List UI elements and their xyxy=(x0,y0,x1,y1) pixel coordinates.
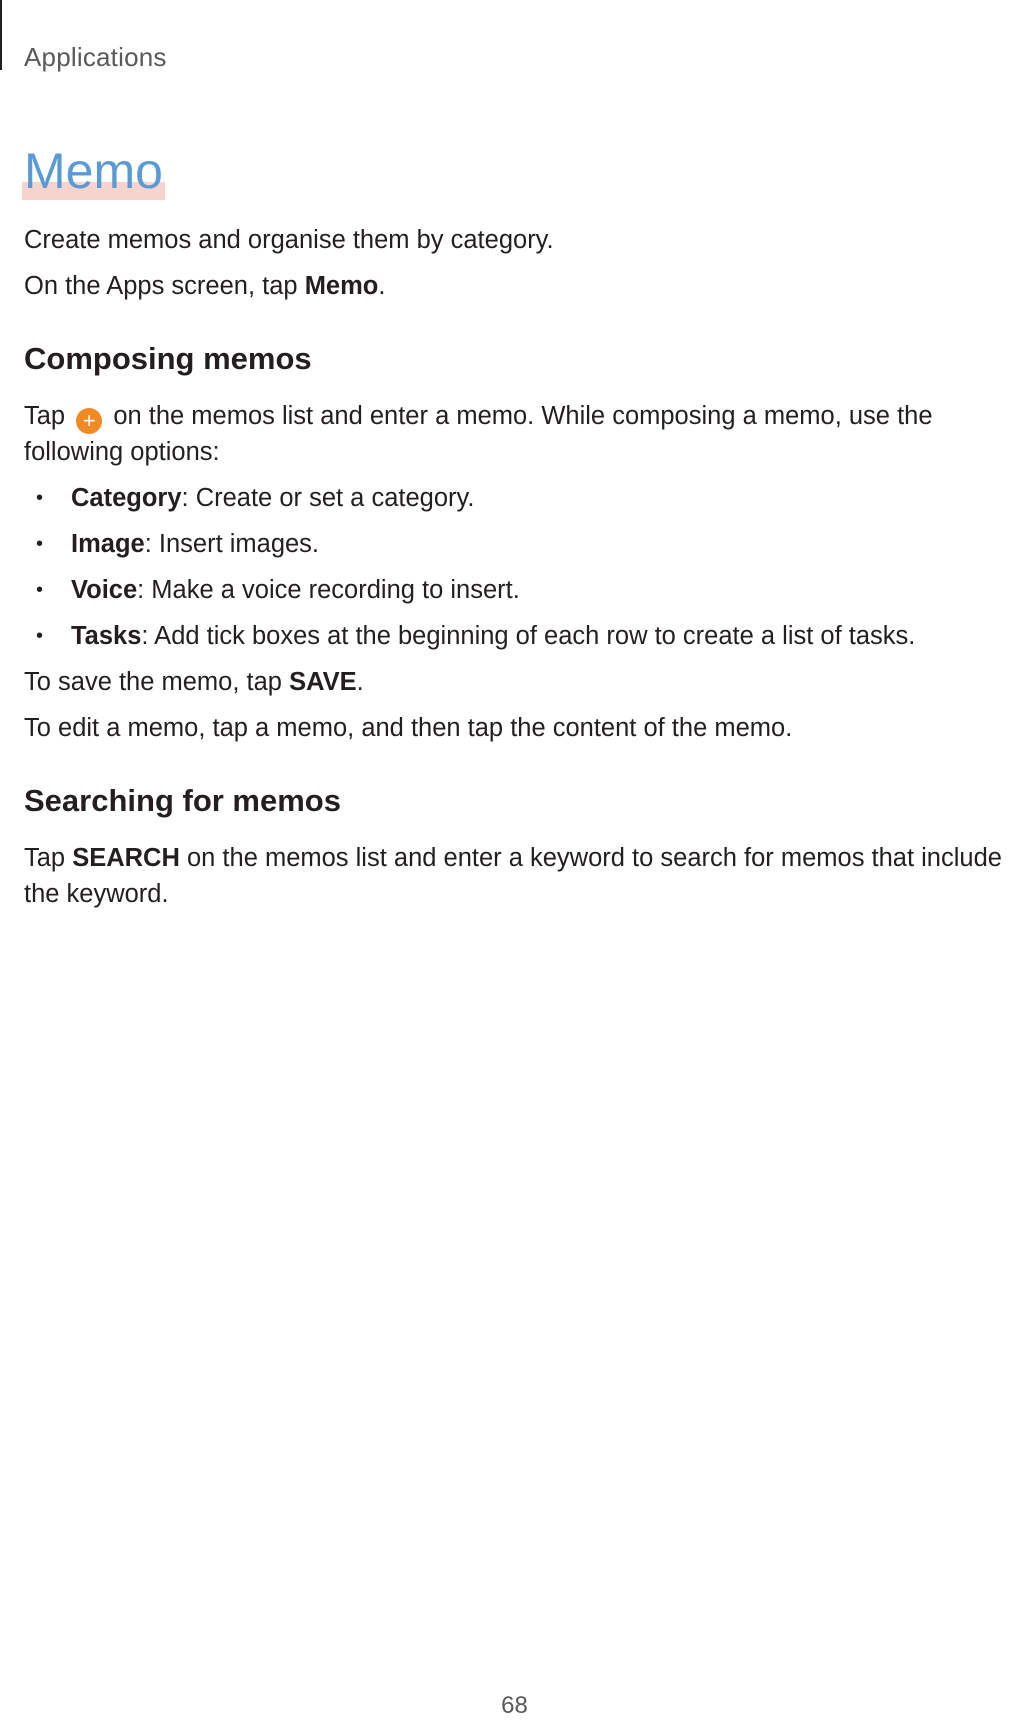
list-item xyxy=(24,480,1014,516)
intro-open-prefix: On the Apps screen, tap xyxy=(24,272,305,300)
bullet-icon: • xyxy=(36,533,44,555)
composing-options-list xyxy=(24,480,1014,654)
page-number: 68 xyxy=(501,1692,528,1719)
composing-tap-prefix: Tap xyxy=(24,402,66,430)
bullet-icon: • xyxy=(36,625,44,647)
list-item xyxy=(24,526,1014,562)
intro-description: Create memos and organise them by category. xyxy=(24,226,554,254)
searching-heading: Searching for memos xyxy=(24,783,341,818)
list-item xyxy=(24,572,1014,608)
option-desc: : Create or set a category. xyxy=(181,484,475,512)
option-desc: : Insert images. xyxy=(144,530,320,558)
search-instruction xyxy=(24,840,1014,912)
intro-open-instruction xyxy=(24,268,1014,304)
memo-app-label: Memo xyxy=(304,272,379,300)
search-prefix: Tap xyxy=(24,844,73,872)
option-name: Voice xyxy=(71,576,138,604)
save-label: SAVE xyxy=(289,668,357,696)
page-title: Memo xyxy=(24,143,163,199)
option-name: Image xyxy=(71,530,145,558)
bullet-icon: • xyxy=(36,487,44,509)
title-block xyxy=(24,142,163,200)
composing-tap-suffix: on the memos list and enter a memo. While composing a memo, use the following options: xyxy=(24,402,933,466)
corner-rule xyxy=(0,0,2,70)
option-name: Category xyxy=(71,484,182,512)
option-name: Tasks xyxy=(71,622,142,650)
search-suffix: on the memos list and enter a keyword to search for memos that include the keyword. xyxy=(24,844,1002,908)
running-header: Applications xyxy=(24,42,167,72)
add-memo-icon: + xyxy=(76,408,102,434)
save-prefix: To save the memo, tap xyxy=(24,668,290,696)
option-desc: : Add tick boxes at the beginning of each row to create a list of tasks. xyxy=(141,622,916,650)
edit-instruction: To edit a memo, tap a memo, and then tap the content of the memo. xyxy=(24,714,793,742)
save-instruction xyxy=(24,664,1014,700)
page-content xyxy=(24,222,1014,912)
bullet-icon: • xyxy=(36,579,44,601)
save-suffix: . xyxy=(356,668,364,696)
list-item xyxy=(24,618,1014,654)
search-label: SEARCH xyxy=(72,844,180,872)
option-desc: : Make a voice recording to insert. xyxy=(137,576,520,604)
composing-heading: Composing memos xyxy=(24,341,312,376)
composing-instruction xyxy=(24,398,1014,470)
intro-open-suffix: . xyxy=(378,272,386,300)
